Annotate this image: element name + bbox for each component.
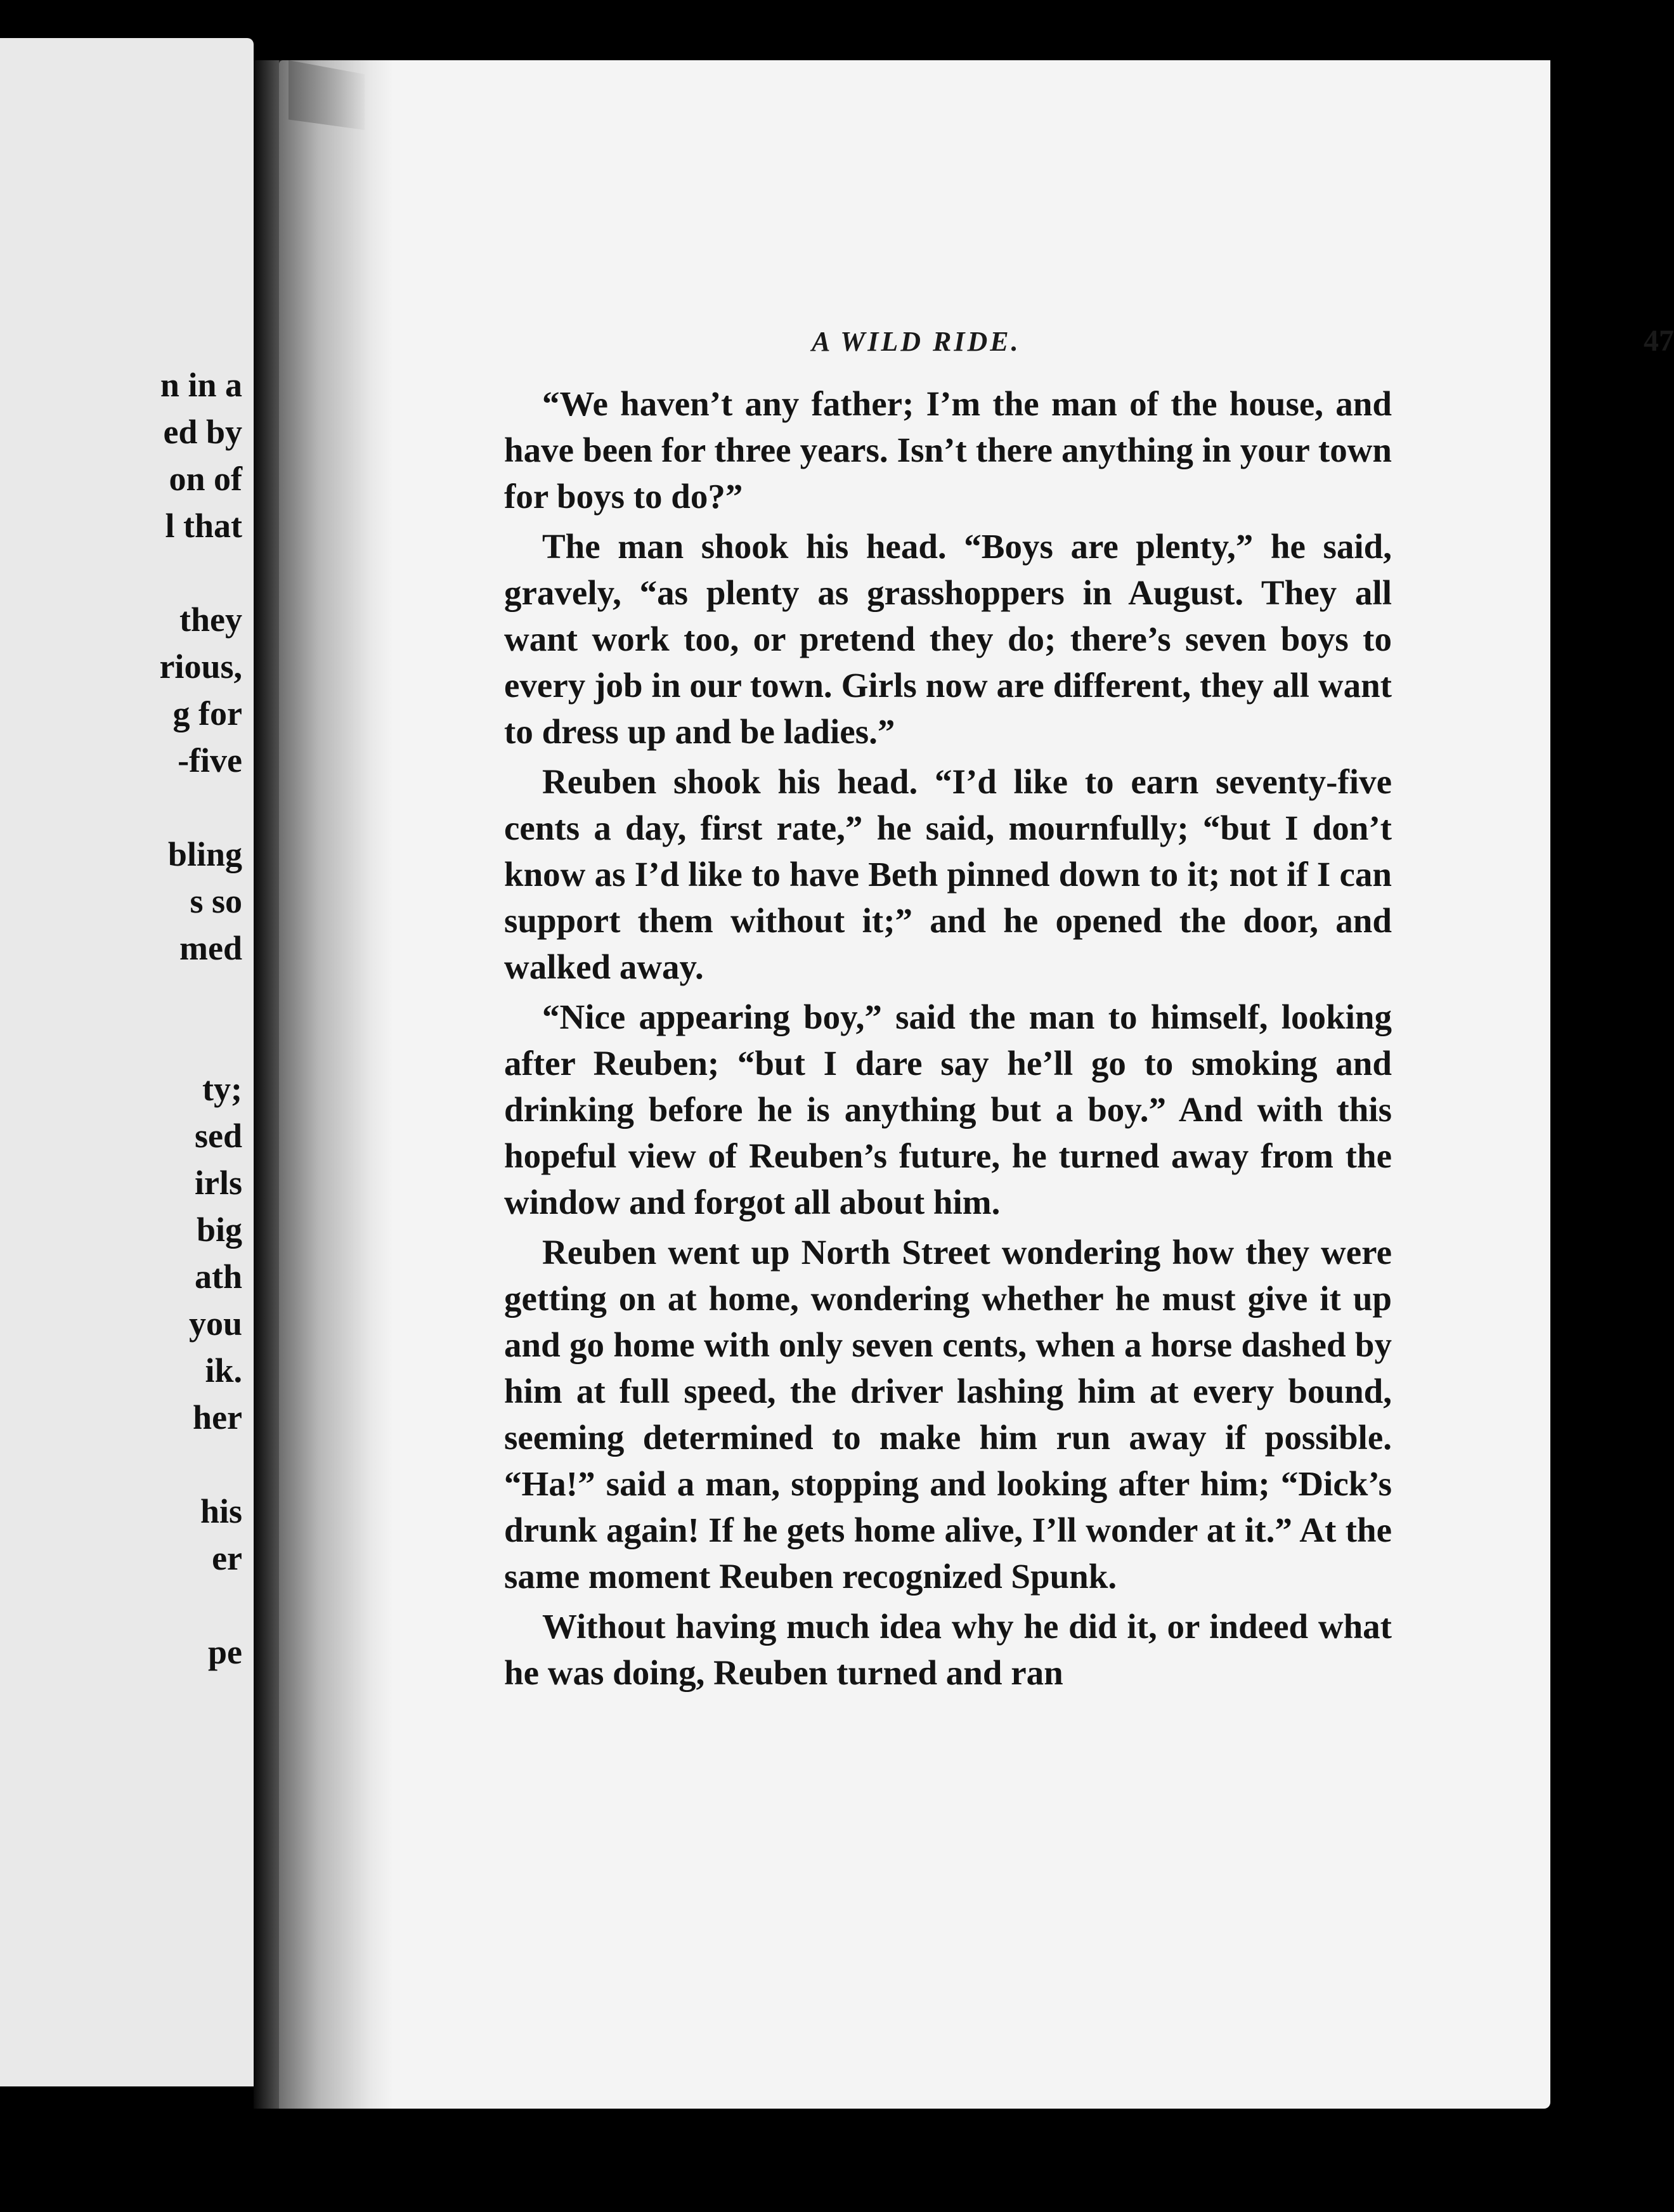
fragment-line: -five <box>178 741 242 779</box>
fragment-line <box>159 972 242 1018</box>
paragraph: Without having much idea why he did it, or indeed what he was doing, Reuben turned and ran <box>504 1607 1392 1692</box>
running-header <box>812 323 1674 358</box>
fragment-line: g for <box>172 694 242 732</box>
page-number: 47 <box>1644 324 1674 358</box>
running-title: A WILD RIDE. <box>812 326 1021 357</box>
fragment-line: on of <box>169 460 242 498</box>
fragment-line: s so <box>190 882 242 920</box>
fragment-line: sed <box>194 1117 242 1155</box>
fragment-line <box>159 1441 242 1488</box>
page-curl-shadow <box>279 60 393 2109</box>
paragraph: The man shook his head. “Boys are plenty,” he said, gravely, “as plenty as grasshoppers in August. They all want work too, or pretend they do; there’s seven boys to every job in our town. Girls now are different, they all want to dress up and be ladies.” <box>504 527 1392 751</box>
fragment-line: they <box>179 601 242 639</box>
body-text <box>504 381 1392 1700</box>
fragment-line: bling <box>167 835 242 873</box>
fragment-line <box>159 784 242 831</box>
fragment-line: ik. <box>205 1351 242 1389</box>
previous-page-text-fragments <box>159 361 242 1675</box>
fragment-line: ed by <box>163 413 242 451</box>
fragment-line: n in a <box>160 366 242 404</box>
fragment-line: irls <box>195 1164 242 1202</box>
fragment-line: l that <box>165 507 242 545</box>
fragment-line: er <box>212 1539 242 1577</box>
fragment-line <box>159 1018 242 1065</box>
fragment-line <box>159 549 242 596</box>
paragraph: Reuben went up North Street wondering how they were getting on at home, wondering whether he must give it up and go home with only seven cents, when a horse dashed by him at full speed, the driver lashing him at every bound, seeming determined to make him run away if possible. “Ha!” said a man, stopping and looking after him; “Dick’s drunk again! If he gets home alive, I’ll wonder at it.” At the same moment Reuben recognized Spunk. <box>504 1233 1392 1596</box>
current-page <box>279 60 1674 2109</box>
paragraph: “We haven’t any father; I’m the man of the house, and have been for three years. Isn’t there anything in your town for boys to do?” <box>504 384 1392 516</box>
fragment-line: ty; <box>202 1070 242 1108</box>
paragraph: “Nice appearing boy,” said the man to himself, looking after Reuben; “but I dare say he’ll go to smoking and drinking before he is anything but a boy.” And with this hopeful view of Reuben’s future, he turned away from the window and forgot all about him. <box>504 998 1392 1221</box>
fragment-line: med <box>179 929 242 967</box>
fragment-line: rious, <box>159 647 242 686</box>
paragraph: Reuben shook his head. “I’d like to earn seventy-five cents a day, first rate,” he said, mournfully; “but I don’t know as I’d like to have Beth pinned down to it; not if I can support them without it;” and he opened the door, and walked away. <box>504 762 1392 986</box>
fragment-line: ath <box>194 1258 242 1296</box>
previous-page <box>0 38 254 2086</box>
fragment-line: his <box>200 1492 242 1530</box>
fragment-line: big <box>196 1211 242 1249</box>
fragment-line: her <box>193 1398 242 1436</box>
fragment-line <box>159 1582 242 1629</box>
fragment-line: you <box>188 1304 242 1343</box>
fragment-line: pe <box>208 1633 242 1671</box>
